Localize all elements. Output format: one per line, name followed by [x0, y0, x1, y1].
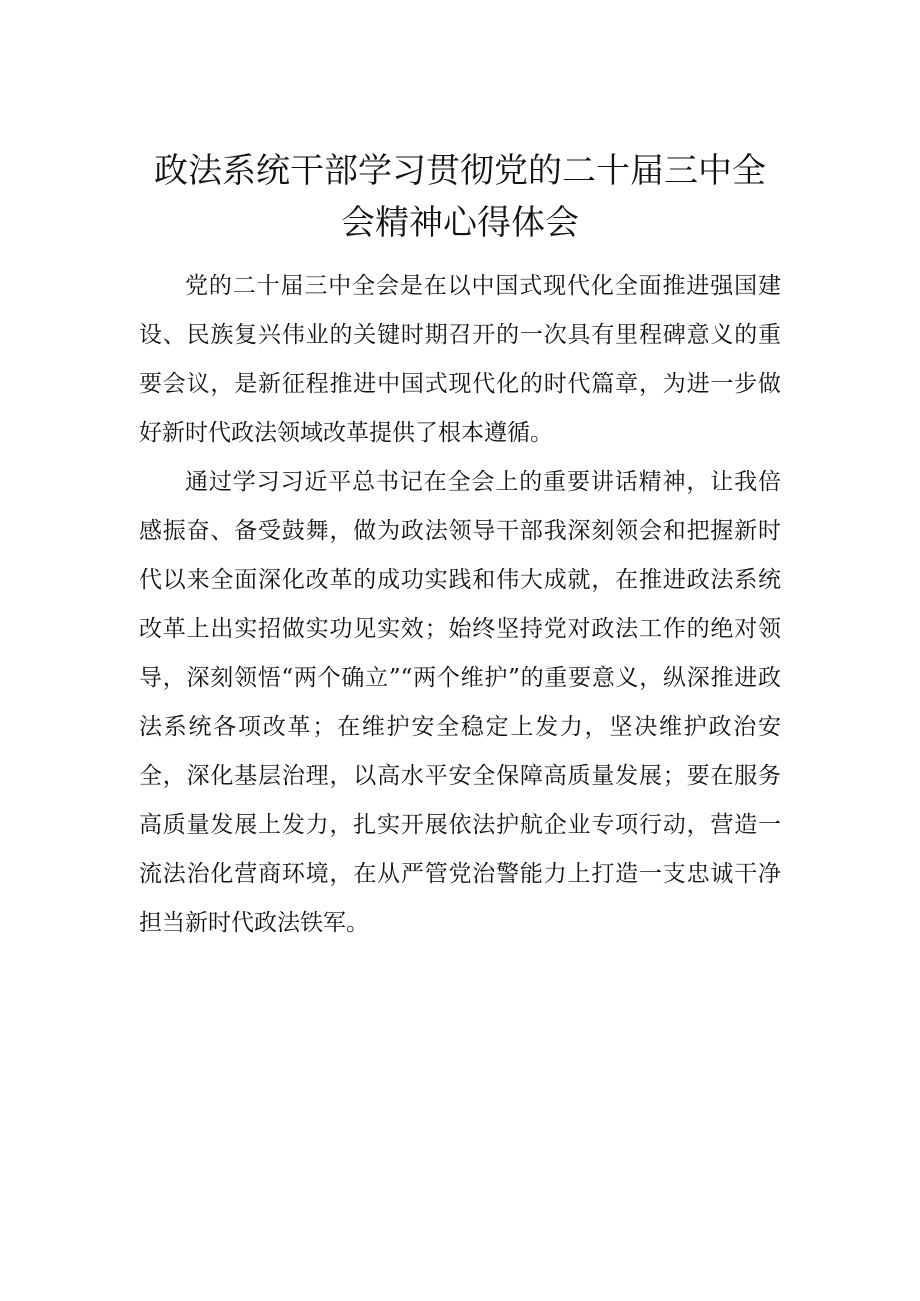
document-body [139, 262, 781, 948]
title-line-2: 会精神心得体会 [341, 203, 579, 243]
title-line-1: 政法系统干部学习贯彻党的二十届三中全 [154, 151, 766, 191]
document-title [120, 145, 800, 249]
paragraph-2: 通过学习习近平总书记在全会上的重要讲话精神，让我倍感振奋、备受鼓舞，做为政法领导干部我深刻领会和把握新时代以来全面深化改革的成功实践和伟大成就，在推进政法系统改革上出实招做实功见实效；始终坚持党对政法工作的绝对领导，深刻领悟“两个确立”“两个维护”的重要意义，纵深推进政法系统各项改革；在维护安全稳定上发力，坚决维护政治安全，深化基层治理，以高水平安全保障高质量发展；要在服务高质量发展上发力，扎实开展依法护航企业专项行动，营造一流法治化营商环境，在从严管党治警能力上打造一支忠诚干净担当新时代政法铁军。 [139, 469, 781, 936]
paragraph-1: 党的二十届三中全会是在以中国式现代化全面推进强国建设、民族复兴伟业的关键时期召开的一次具有里程碑意义的重要会议，是新征程推进中国式现代化的时代篇章，为进一步做好新时代政法领域改革提供了根本遵循。 [139, 273, 781, 446]
